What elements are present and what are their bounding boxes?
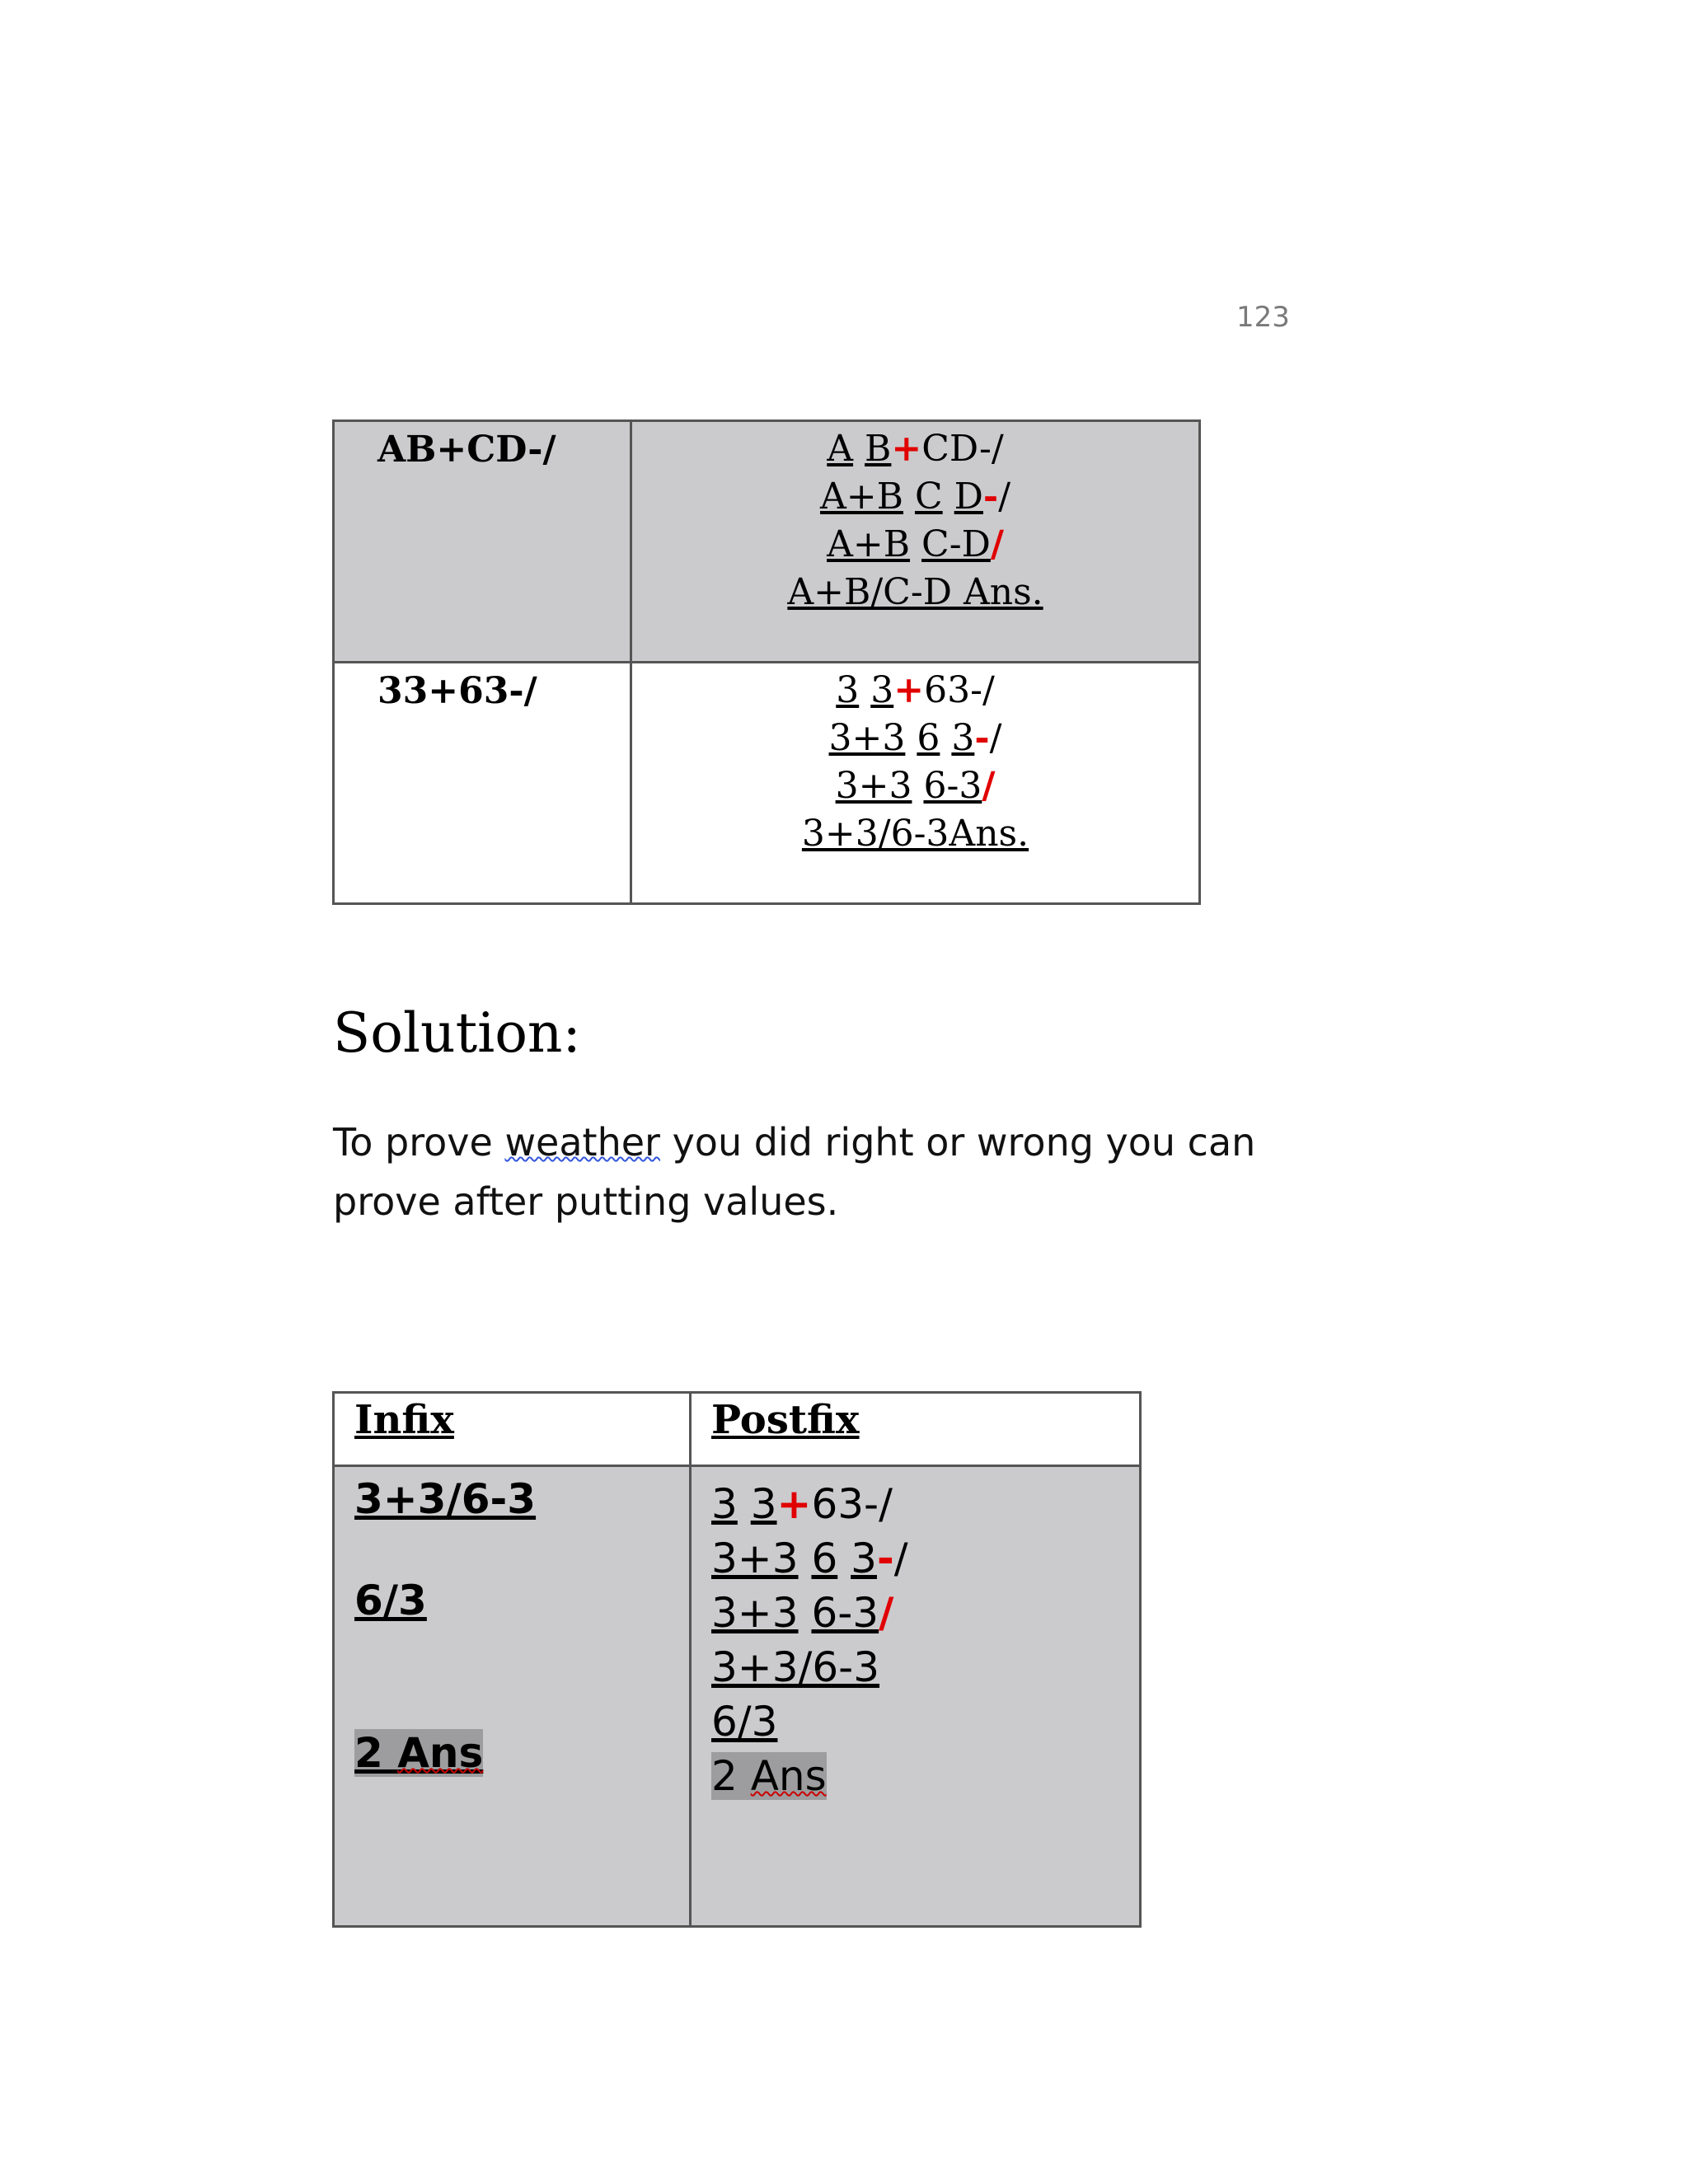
spellcheck-flagged-word: weather <box>504 1120 660 1165</box>
step-line: A+B/C-D Ans. <box>787 571 1043 613</box>
postfix-header: Postfix <box>711 1397 860 1443</box>
steps-cell <box>631 663 1200 904</box>
postfix-cell <box>334 421 631 663</box>
postfix-expression: 33+63-/ <box>377 670 537 712</box>
verification-table <box>332 1391 1142 1928</box>
conversion-steps <box>632 422 1198 616</box>
step-line: 3+3 6-3/ <box>711 1589 894 1637</box>
step-line: 2 Ans <box>711 1752 827 1800</box>
infix-values-cell <box>334 1466 691 1927</box>
page-number: 123 <box>1236 301 1290 334</box>
table-row <box>334 663 1200 904</box>
infix-values <box>335 1467 689 1917</box>
step-line: 3+3 6-3/ <box>835 765 996 807</box>
step-line: 3+3 6 3-/ <box>828 717 1002 759</box>
solution-paragraph: To prove weather you did right or wrong you can prove after putting values. <box>333 1120 1256 1224</box>
infix-header: Infix <box>354 1397 454 1443</box>
postfix-cell <box>334 663 631 904</box>
postfix-steps <box>692 1467 1139 1803</box>
postfix-values-cell <box>691 1466 1141 1927</box>
table-row <box>334 421 1200 663</box>
conversion-steps <box>632 663 1198 858</box>
step-line: 6/3 <box>711 1698 778 1746</box>
conversion-table <box>332 419 1201 905</box>
infix-value: 3+3/6-3 <box>354 1475 537 1523</box>
postfix-expression: AB+CD-/ <box>377 429 556 471</box>
step-line: 3+3/6-3 <box>711 1643 880 1691</box>
table-header-row <box>334 1393 1141 1466</box>
postfix-header-cell <box>691 1393 1141 1466</box>
step-line: A+B C-D/ <box>827 523 1004 565</box>
steps-cell <box>631 421 1200 663</box>
table-row <box>334 1466 1141 1927</box>
step-line: A B+CD-/ <box>827 428 1004 470</box>
step-line: 3 3+63-/ <box>836 669 995 711</box>
solution-heading: Solution: <box>333 1001 581 1065</box>
step-line: 3+3/6-3Ans. <box>801 813 1029 855</box>
infix-value: 6/3 <box>354 1577 427 1624</box>
step-line: 3+3 6 3-/ <box>711 1535 908 1582</box>
step-line: 3 3+63-/ <box>711 1480 893 1528</box>
infix-answer: 2 Ans <box>354 1729 484 1777</box>
infix-header-cell <box>334 1393 691 1466</box>
step-line: A+B C D-/ <box>819 476 1011 518</box>
